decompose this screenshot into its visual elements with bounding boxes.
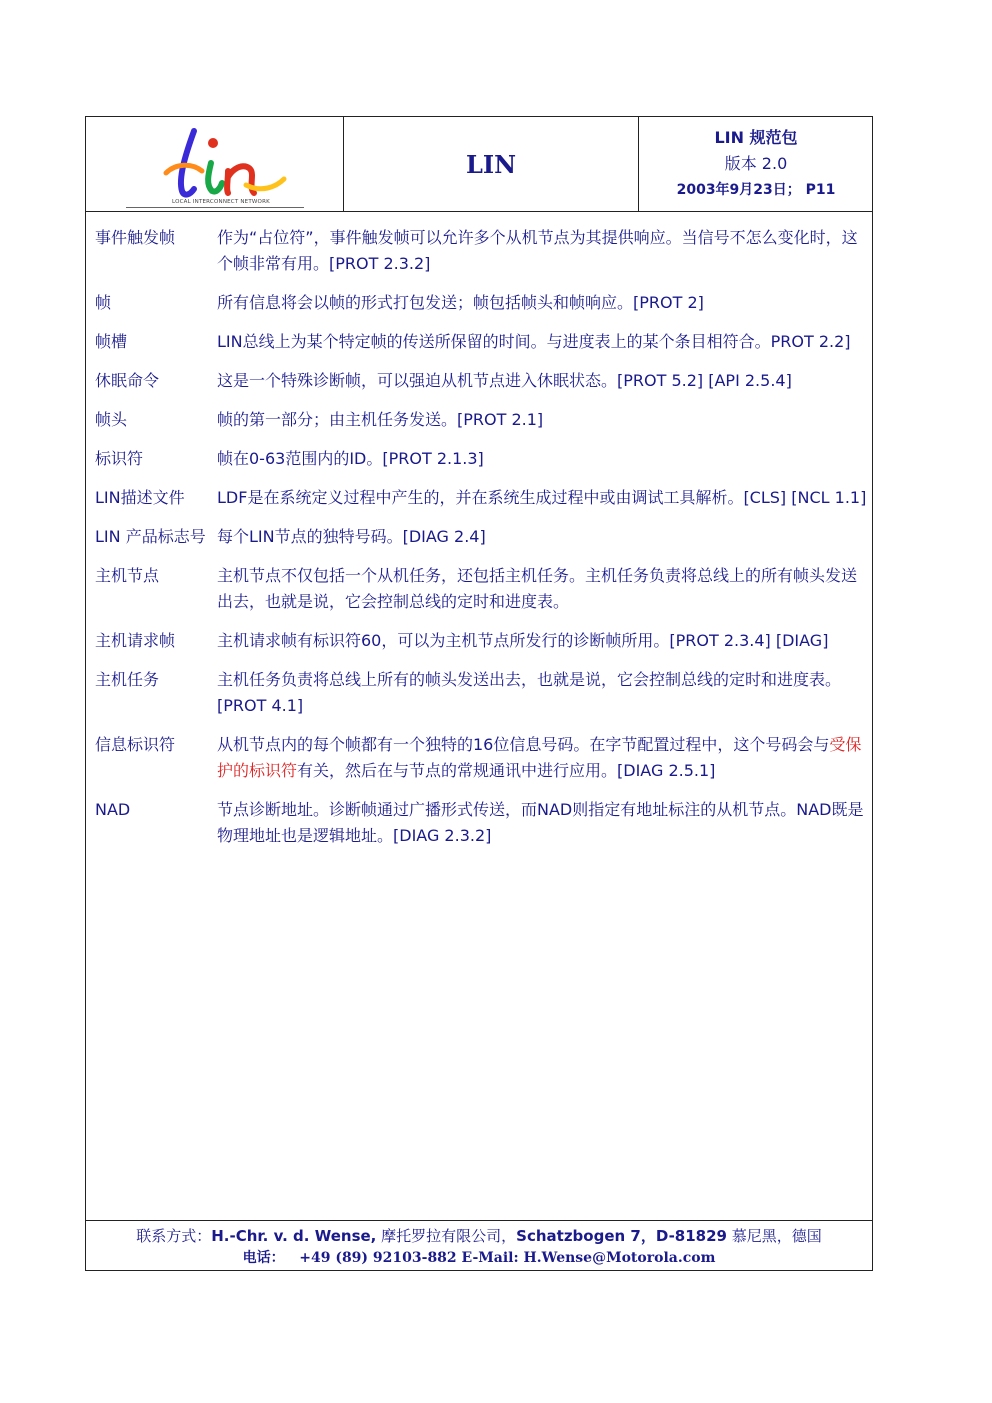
contact-line	[86, 1225, 872, 1247]
contact-city: 慕尼黑，德国	[726, 1227, 822, 1245]
contact-company: 摩托罗拉有限公司，	[376, 1227, 517, 1245]
glossary-term: 事件触发帧	[95, 228, 176, 247]
glossary-definition: 这是一个特殊诊断帧，可以强迫从机节点进入休眠状态。[PROT 5.2] [API 2.5.4]	[217, 371, 792, 390]
glossary-term: 标识符	[95, 449, 144, 468]
document-frame	[85, 116, 873, 1271]
glossary-definition: 主机节点不仅包括一个从机任务，还包括主机任务。主机任务负责将总线上的所有帧头发送出去，也就是说，它会控制总线的定时和进度表。	[217, 566, 858, 611]
glossary-definition: LIN总线上为某个特定帧的传送所保留的时间。与进度表上的某个条目相符合。PROT 2.2]	[217, 332, 851, 351]
glossary-entry	[86, 667, 872, 719]
glossary-term: 主机任务	[95, 670, 160, 689]
glossary-definition: 每个LIN节点的独特号码。[DIAG 2.4]	[217, 527, 486, 546]
title-cell	[344, 117, 639, 211]
date-page-label: 2003年9月23日； P11	[676, 182, 836, 198]
glossary-definition: 作为“占位符”，事件触发帧可以允许多个从机节点为其提供响应。当信号不怎么变化时，这个帧非常有用。[PROT 2.3.2]	[217, 228, 858, 273]
glossary-entry	[86, 329, 872, 355]
glossary-entry	[86, 797, 872, 849]
glossary-term: 休眠命令	[95, 371, 160, 390]
document-title: LIN	[465, 149, 517, 179]
glossary-term: 信息标识符	[95, 735, 176, 754]
logo-caption: LOCAL INTERCONNECT NETWORK	[172, 199, 270, 205]
definition-text: 有关，然后在与节点的常规通讯中进行应用。[DIAG 2.5.1]	[297, 761, 716, 780]
logo-underline	[126, 207, 304, 208]
contact-name: H.-Chr. v. d. Wense,	[211, 1227, 377, 1245]
highlighted-term: 受保护的标识符	[217, 735, 862, 780]
meta-cell	[639, 117, 873, 211]
lin-logo	[156, 123, 296, 203]
phone-email-line	[86, 1247, 872, 1269]
glossary-term: 帧槽	[95, 332, 128, 351]
phone-label: 电话：	[242, 1250, 285, 1266]
glossary-entry	[86, 732, 872, 784]
glossary-definition: 主机任务负责将总线上所有的帧头发送出去，也就是说，它会控制总线的定时和进度表。[PROT 4.1]	[217, 670, 842, 715]
glossary-term: LIN 产品标志号	[95, 527, 206, 546]
glossary-definition: 帧在0-63范围内的ID。[PROT 2.1.3]	[217, 449, 484, 468]
contact-street: Schatzbogen 7，D-81829	[516, 1227, 727, 1245]
glossary-term: LIN描述文件	[95, 488, 185, 507]
glossary-entry	[86, 290, 872, 316]
version-label: 版本 2.0	[724, 154, 788, 173]
phone-email: +49 (89) 92103-882 E-Mail: H.Wense@Motorola.com	[299, 1250, 716, 1266]
glossary-entry	[86, 628, 872, 654]
glossary-definition: 帧的第一部分；由主机任务发送。[PROT 2.1]	[217, 410, 544, 429]
glossary-term: NAD	[95, 800, 131, 819]
glossary-definition	[217, 732, 867, 784]
glossary-definition: 所有信息将会以帧的形式打包发送；帧包括帧头和帧响应。[PROT 2]	[217, 293, 704, 312]
page-footer	[86, 1220, 872, 1270]
glossary-entry	[86, 368, 872, 394]
glossary-term: 帧头	[95, 410, 128, 429]
logo-cell	[86, 117, 344, 211]
glossary-definition: 节点诊断地址。诊断帧通过广播形式传送，而NAD则指定有地址标注的从机节点。NAD既是物理地址也是逻辑地址。[DIAG 2.3.2]	[217, 800, 864, 845]
glossary-entry	[86, 225, 872, 277]
glossary-entry	[86, 563, 872, 615]
glossary-definition: 主机请求帧有标识符60，可以为主机节点所发行的诊断帧所用。[PROT 2.3.4] [DIAG]	[217, 631, 829, 650]
glossary-entry	[86, 446, 872, 472]
definition-text: 从机节点内的每个帧都有一个独特的16位信息号码。在字节配置过程中，这个号码会与	[217, 735, 830, 754]
glossary-term: 主机节点	[95, 566, 160, 585]
glossary-definition: LDF是在系统定义过程中产生的，并在系统生成过程中或由调试工具解析。[CLS] [NCL 1.1]	[217, 488, 867, 507]
glossary-entry	[86, 485, 872, 511]
glossary-term: 主机请求帧	[95, 631, 176, 650]
glossary-entry	[86, 407, 872, 433]
glossary-list	[86, 225, 872, 862]
glossary-term: 帧	[95, 293, 112, 312]
glossary-entry	[86, 524, 872, 550]
page-header	[86, 117, 872, 212]
contact-label: 联系方式：	[136, 1227, 212, 1245]
spec-package-label: LIN 规范包	[714, 128, 798, 147]
